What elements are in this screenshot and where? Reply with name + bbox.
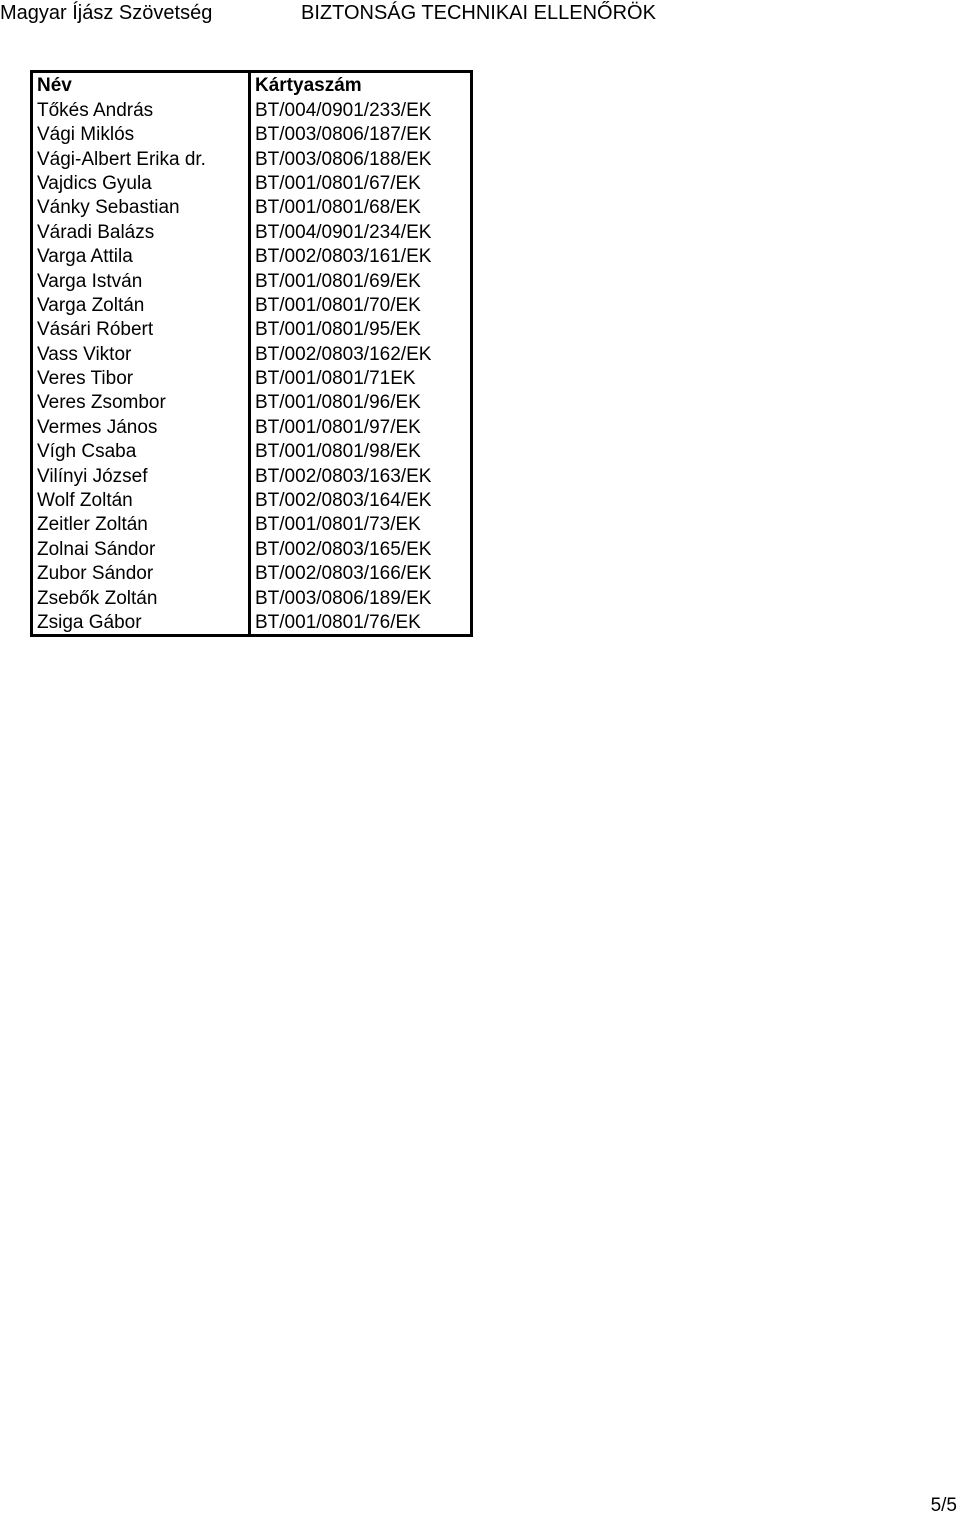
cell-name: Veres Zsombor [32, 390, 250, 414]
cell-card-number: BT/001/0801/69/EK [250, 268, 472, 292]
column-header-card-number: Kártyaszám [250, 72, 472, 98]
table-row [32, 390, 472, 414]
cell-name: Wolf Zoltán [32, 488, 250, 512]
cell-card-number: BT/001/0801/70/EK [250, 293, 472, 317]
cell-name: Zubor Sándor [32, 561, 250, 585]
cell-name: Vermes János [32, 414, 250, 438]
table-row [32, 610, 472, 636]
cell-card-number: BT/003/0806/189/EK [250, 585, 472, 609]
organization-name: Magyar Íjász Szövetség [0, 2, 213, 24]
cell-name: Varga Attila [32, 244, 250, 268]
table-row [32, 536, 472, 560]
cell-name: Váradi Balázs [32, 219, 250, 243]
cell-card-number: BT/001/0801/98/EK [250, 439, 472, 463]
cell-name: Vajdics Gyula [32, 171, 250, 195]
cell-card-number: BT/002/0803/163/EK [250, 463, 472, 487]
table-row [32, 244, 472, 268]
cell-card-number: BT/002/0803/165/EK [250, 536, 472, 560]
cell-name: Varga István [32, 268, 250, 292]
cell-card-number: BT/001/0801/67/EK [250, 171, 472, 195]
document-title: BIZTONSÁG TECHNIKAI ELLENŐRÖK [301, 2, 656, 24]
cell-card-number: BT/002/0803/166/EK [250, 561, 472, 585]
table-row [32, 512, 472, 536]
cell-card-number: BT/003/0806/187/EK [250, 122, 472, 146]
table-row [32, 122, 472, 146]
cell-name: Zsiga Gábor [32, 610, 250, 636]
cell-name: Varga Zoltán [32, 293, 250, 317]
cell-name: Vass Viktor [32, 341, 250, 365]
cell-card-number: BT/004/0901/234/EK [250, 219, 472, 243]
cell-card-number: BT/001/0801/95/EK [250, 317, 472, 341]
cell-card-number: BT/001/0801/68/EK [250, 195, 472, 219]
cell-name: Zolnai Sándor [32, 536, 250, 560]
table-row [32, 293, 472, 317]
cell-card-number: BT/001/0801/96/EK [250, 390, 472, 414]
cell-name: Vági Miklós [32, 122, 250, 146]
cell-name: Vilínyi József [32, 463, 250, 487]
table-row [32, 439, 472, 463]
cell-name: Vánky Sebastian [32, 195, 250, 219]
cell-card-number: BT/002/0803/164/EK [250, 488, 472, 512]
cell-name: Zsebők Zoltán [32, 585, 250, 609]
cell-card-number: BT/001/0801/76/EK [250, 610, 472, 636]
table-row [32, 317, 472, 341]
cell-name: Tőkés András [32, 97, 250, 121]
table-row [32, 341, 472, 365]
cell-card-number: BT/004/0901/233/EK [250, 97, 472, 121]
cell-card-number: BT/001/0801/71EK [250, 366, 472, 390]
cell-name: Veres Tibor [32, 366, 250, 390]
table-row [32, 488, 472, 512]
cell-name: Vásári Róbert [32, 317, 250, 341]
table-row [32, 463, 472, 487]
table-header-row [32, 72, 472, 98]
table-row [32, 146, 472, 170]
table-row [32, 219, 472, 243]
cell-name: Zeitler Zoltán [32, 512, 250, 536]
table-row [32, 585, 472, 609]
table-row [32, 195, 472, 219]
table-row [32, 414, 472, 438]
cell-card-number: BT/002/0803/162/EK [250, 341, 472, 365]
table-row [32, 561, 472, 585]
column-header-name: Név [32, 72, 250, 98]
cell-card-number: BT/001/0801/97/EK [250, 414, 472, 438]
table-row [32, 268, 472, 292]
cell-card-number: BT/001/0801/73/EK [250, 512, 472, 536]
table-row [32, 171, 472, 195]
cell-card-number: BT/002/0803/161/EK [250, 244, 472, 268]
cell-card-number: BT/003/0806/188/EK [250, 146, 472, 170]
table-row [32, 366, 472, 390]
cell-name: Vígh Csaba [32, 439, 250, 463]
cell-name: Vági-Albert Erika dr. [32, 146, 250, 170]
inspectors-table [30, 70, 473, 637]
page-number: 5/5 [930, 1495, 957, 1516]
table-body [32, 97, 472, 635]
table-row [32, 97, 472, 121]
